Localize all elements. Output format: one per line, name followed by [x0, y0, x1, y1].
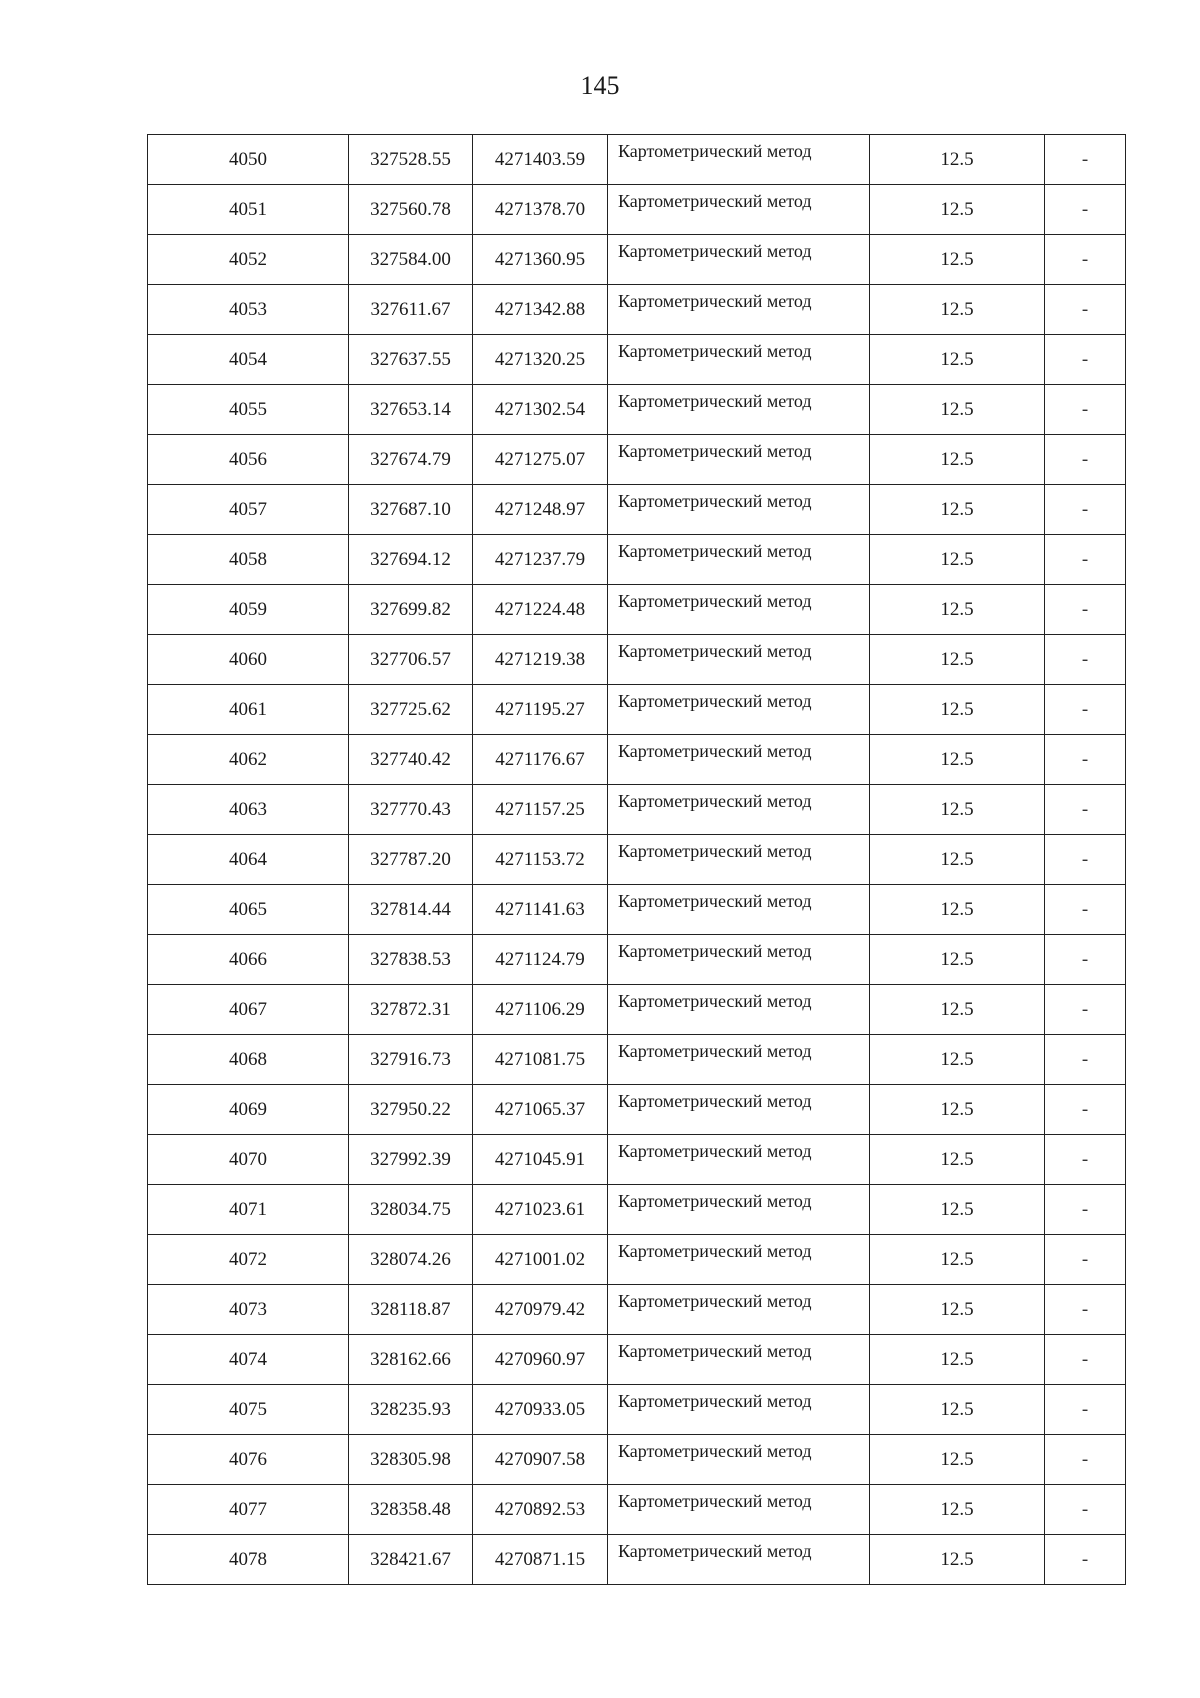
method-cell: Картометрический метод — [608, 1535, 870, 1585]
note-cell: - — [1045, 835, 1126, 885]
table-row — [148, 685, 1126, 735]
y-coordinate-cell: 4271065.37 — [473, 1085, 608, 1135]
note-cell: - — [1045, 985, 1126, 1035]
y-coordinate-cell: 4270933.05 — [473, 1385, 608, 1435]
y-coordinate-cell: 4271045.91 — [473, 1135, 608, 1185]
note-cell: - — [1045, 185, 1126, 235]
accuracy-cell: 12.5 — [870, 135, 1045, 185]
x-coordinate-cell: 328305.98 — [349, 1435, 473, 1485]
y-coordinate-cell: 4271023.61 — [473, 1185, 608, 1235]
method-cell: Картометрический метод — [608, 285, 870, 335]
y-coordinate-cell: 4271106.29 — [473, 985, 608, 1035]
method-cell: Картометрический метод — [608, 1435, 870, 1485]
note-cell: - — [1045, 1485, 1126, 1535]
y-coordinate-cell: 4271141.63 — [473, 885, 608, 935]
y-coordinate-cell: 4271157.25 — [473, 785, 608, 835]
method-cell: Картометрический метод — [608, 985, 870, 1035]
y-coordinate-cell: 4270907.58 — [473, 1435, 608, 1485]
note-cell: - — [1045, 335, 1126, 385]
note-cell: - — [1045, 1035, 1126, 1085]
point-number-cell: 4064 — [148, 835, 349, 885]
method-cell: Картометрический метод — [608, 835, 870, 885]
note-cell: - — [1045, 1535, 1126, 1585]
table-row — [148, 435, 1126, 485]
y-coordinate-cell: 4271224.48 — [473, 585, 608, 635]
note-cell: - — [1045, 435, 1126, 485]
point-number-cell: 4078 — [148, 1535, 349, 1585]
point-number-cell: 4063 — [148, 785, 349, 835]
y-coordinate-cell: 4270960.97 — [473, 1335, 608, 1385]
method-cell: Картометрический метод — [608, 585, 870, 635]
table-row — [148, 1285, 1126, 1335]
y-coordinate-cell: 4271124.79 — [473, 935, 608, 985]
note-cell: - — [1045, 735, 1126, 785]
accuracy-cell: 12.5 — [870, 485, 1045, 535]
point-number-cell: 4051 — [148, 185, 349, 235]
note-cell: - — [1045, 1185, 1126, 1235]
table-row — [148, 1335, 1126, 1385]
accuracy-cell: 12.5 — [870, 1085, 1045, 1135]
point-number-cell: 4050 — [148, 135, 349, 185]
method-cell: Картометрический метод — [608, 235, 870, 285]
method-cell: Картометрический метод — [608, 735, 870, 785]
point-number-cell: 4073 — [148, 1285, 349, 1335]
accuracy-cell: 12.5 — [870, 635, 1045, 685]
x-coordinate-cell: 328421.67 — [349, 1535, 473, 1585]
method-cell: Картометрический метод — [608, 485, 870, 535]
point-number-cell: 4074 — [148, 1335, 349, 1385]
point-number-cell: 4057 — [148, 485, 349, 535]
point-number-cell: 4067 — [148, 985, 349, 1035]
point-number-cell: 4076 — [148, 1435, 349, 1485]
note-cell: - — [1045, 785, 1126, 835]
y-coordinate-cell: 4271403.59 — [473, 135, 608, 185]
accuracy-cell: 12.5 — [870, 1335, 1045, 1385]
method-cell: Картометрический метод — [608, 1485, 870, 1535]
accuracy-cell: 12.5 — [870, 1285, 1045, 1335]
y-coordinate-cell: 4271302.54 — [473, 385, 608, 435]
point-number-cell: 4059 — [148, 585, 349, 635]
table-row — [148, 1435, 1126, 1485]
x-coordinate-cell: 327674.79 — [349, 435, 473, 485]
accuracy-cell: 12.5 — [870, 935, 1045, 985]
y-coordinate-cell: 4270892.53 — [473, 1485, 608, 1535]
table-row — [148, 1535, 1126, 1585]
note-cell: - — [1045, 585, 1126, 635]
method-cell: Картометрический метод — [608, 1135, 870, 1185]
accuracy-cell: 12.5 — [870, 585, 1045, 635]
table-row — [148, 985, 1126, 1035]
x-coordinate-cell: 327699.82 — [349, 585, 473, 635]
table-row — [148, 135, 1126, 185]
note-cell: - — [1045, 1385, 1126, 1435]
method-cell: Картометрический метод — [608, 1085, 870, 1135]
y-coordinate-cell: 4271153.72 — [473, 835, 608, 885]
method-cell: Картометрический метод — [608, 335, 870, 385]
accuracy-cell: 12.5 — [870, 685, 1045, 735]
point-number-cell: 4071 — [148, 1185, 349, 1235]
table-row — [148, 635, 1126, 685]
x-coordinate-cell: 327872.31 — [349, 985, 473, 1035]
x-coordinate-cell: 327725.62 — [349, 685, 473, 735]
accuracy-cell: 12.5 — [870, 285, 1045, 335]
method-cell: Картометрический метод — [608, 1385, 870, 1435]
accuracy-cell: 12.5 — [870, 1535, 1045, 1585]
page-number: 145 — [580, 71, 620, 100]
accuracy-cell: 12.5 — [870, 1385, 1045, 1435]
method-cell: Картометрический метод — [608, 935, 870, 985]
accuracy-cell: 12.5 — [870, 535, 1045, 585]
y-coordinate-cell: 4271219.38 — [473, 635, 608, 685]
table-row — [148, 735, 1126, 785]
point-number-cell: 4053 — [148, 285, 349, 335]
x-coordinate-cell: 327528.55 — [349, 135, 473, 185]
method-cell: Картометрический метод — [608, 385, 870, 435]
point-number-cell: 4068 — [148, 1035, 349, 1085]
coordinates-table — [147, 134, 1126, 1585]
table-row — [148, 1085, 1126, 1135]
note-cell: - — [1045, 1085, 1126, 1135]
x-coordinate-cell: 327687.10 — [349, 485, 473, 535]
point-number-cell: 4066 — [148, 935, 349, 985]
note-cell: - — [1045, 935, 1126, 985]
y-coordinate-cell: 4271320.25 — [473, 335, 608, 385]
table-row — [148, 185, 1126, 235]
table-row — [148, 235, 1126, 285]
y-coordinate-cell: 4270871.15 — [473, 1535, 608, 1585]
table-row — [148, 935, 1126, 985]
point-number-cell: 4069 — [148, 1085, 349, 1135]
accuracy-cell: 12.5 — [870, 185, 1045, 235]
x-coordinate-cell: 327740.42 — [349, 735, 473, 785]
accuracy-cell: 12.5 — [870, 885, 1045, 935]
table-row — [148, 335, 1126, 385]
table-row — [148, 385, 1126, 435]
note-cell: - — [1045, 1135, 1126, 1185]
method-cell: Картометрический метод — [608, 1285, 870, 1335]
y-coordinate-cell: 4271081.75 — [473, 1035, 608, 1085]
table-row — [148, 485, 1126, 535]
y-coordinate-cell: 4271176.67 — [473, 735, 608, 785]
note-cell: - — [1045, 535, 1126, 585]
accuracy-cell: 12.5 — [870, 435, 1045, 485]
point-number-cell: 4077 — [148, 1485, 349, 1535]
y-coordinate-cell: 4270979.42 — [473, 1285, 608, 1335]
table-row — [148, 1385, 1126, 1435]
note-cell: - — [1045, 235, 1126, 285]
x-coordinate-cell: 327814.44 — [349, 885, 473, 935]
table-row — [148, 535, 1126, 585]
method-cell: Картометрический метод — [608, 1185, 870, 1235]
table-row — [148, 585, 1126, 635]
note-cell: - — [1045, 885, 1126, 935]
accuracy-cell: 12.5 — [870, 785, 1045, 835]
table-row — [148, 1235, 1126, 1285]
point-number-cell: 4054 — [148, 335, 349, 385]
x-coordinate-cell: 327787.20 — [349, 835, 473, 885]
x-coordinate-cell: 328118.87 — [349, 1285, 473, 1335]
accuracy-cell: 12.5 — [870, 835, 1045, 885]
method-cell: Картометрический метод — [608, 1035, 870, 1085]
point-number-cell: 4070 — [148, 1135, 349, 1185]
point-number-cell: 4060 — [148, 635, 349, 685]
point-number-cell: 4072 — [148, 1235, 349, 1285]
accuracy-cell: 12.5 — [870, 335, 1045, 385]
accuracy-cell: 12.5 — [870, 1185, 1045, 1235]
method-cell: Картометрический метод — [608, 135, 870, 185]
accuracy-cell: 12.5 — [870, 1235, 1045, 1285]
y-coordinate-cell: 4271360.95 — [473, 235, 608, 285]
table-row — [148, 1485, 1126, 1535]
x-coordinate-cell: 327560.78 — [349, 185, 473, 235]
table-row — [148, 885, 1126, 935]
x-coordinate-cell: 327653.14 — [349, 385, 473, 435]
point-number-cell: 4055 — [148, 385, 349, 435]
method-cell: Картометрический метод — [608, 785, 870, 835]
x-coordinate-cell: 327584.00 — [349, 235, 473, 285]
x-coordinate-cell: 327706.57 — [349, 635, 473, 685]
x-coordinate-cell: 328074.26 — [349, 1235, 473, 1285]
point-number-cell: 4062 — [148, 735, 349, 785]
y-coordinate-cell: 4271378.70 — [473, 185, 608, 235]
note-cell: - — [1045, 1235, 1126, 1285]
point-number-cell: 4065 — [148, 885, 349, 935]
accuracy-cell: 12.5 — [870, 1485, 1045, 1535]
note-cell: - — [1045, 285, 1126, 335]
x-coordinate-cell: 327916.73 — [349, 1035, 473, 1085]
table-row — [148, 1035, 1126, 1085]
accuracy-cell: 12.5 — [870, 735, 1045, 785]
point-number-cell: 4061 — [148, 685, 349, 735]
point-number-cell: 4052 — [148, 235, 349, 285]
x-coordinate-cell: 327992.39 — [349, 1135, 473, 1185]
method-cell: Картометрический метод — [608, 535, 870, 585]
y-coordinate-cell: 4271001.02 — [473, 1235, 608, 1285]
point-number-cell: 4075 — [148, 1385, 349, 1435]
note-cell: - — [1045, 1285, 1126, 1335]
method-cell: Картометрический метод — [608, 1235, 870, 1285]
x-coordinate-cell: 328358.48 — [349, 1485, 473, 1535]
table-row — [148, 1185, 1126, 1235]
y-coordinate-cell: 4271248.97 — [473, 485, 608, 535]
y-coordinate-cell: 4271237.79 — [473, 535, 608, 585]
method-cell: Картометрический метод — [608, 1335, 870, 1385]
x-coordinate-cell: 328034.75 — [349, 1185, 473, 1235]
table-row — [148, 285, 1126, 335]
coordinates-table-body — [148, 135, 1126, 1585]
x-coordinate-cell: 327611.67 — [349, 285, 473, 335]
y-coordinate-cell: 4271275.07 — [473, 435, 608, 485]
note-cell: - — [1045, 635, 1126, 685]
accuracy-cell: 12.5 — [870, 1135, 1045, 1185]
x-coordinate-cell: 327770.43 — [349, 785, 473, 835]
accuracy-cell: 12.5 — [870, 1035, 1045, 1085]
method-cell: Картометрический метод — [608, 185, 870, 235]
note-cell: - — [1045, 485, 1126, 535]
note-cell: - — [1045, 1335, 1126, 1385]
accuracy-cell: 12.5 — [870, 1435, 1045, 1485]
note-cell: - — [1045, 135, 1126, 185]
point-number-cell: 4058 — [148, 535, 349, 585]
accuracy-cell: 12.5 — [870, 385, 1045, 435]
accuracy-cell: 12.5 — [870, 235, 1045, 285]
x-coordinate-cell: 327950.22 — [349, 1085, 473, 1135]
method-cell: Картометрический метод — [608, 435, 870, 485]
table-row — [148, 785, 1126, 835]
x-coordinate-cell: 328162.66 — [349, 1335, 473, 1385]
note-cell: - — [1045, 1435, 1126, 1485]
y-coordinate-cell: 4271342.88 — [473, 285, 608, 335]
x-coordinate-cell: 327694.12 — [349, 535, 473, 585]
table-row — [148, 1135, 1126, 1185]
point-number-cell: 4056 — [148, 435, 349, 485]
note-cell: - — [1045, 685, 1126, 735]
method-cell: Картометрический метод — [608, 685, 870, 735]
x-coordinate-cell: 328235.93 — [349, 1385, 473, 1435]
y-coordinate-cell: 4271195.27 — [473, 685, 608, 735]
x-coordinate-cell: 327637.55 — [349, 335, 473, 385]
table-row — [148, 835, 1126, 885]
method-cell: Картометрический метод — [608, 635, 870, 685]
note-cell: - — [1045, 385, 1126, 435]
method-cell: Картометрический метод — [608, 885, 870, 935]
x-coordinate-cell: 327838.53 — [349, 935, 473, 985]
accuracy-cell: 12.5 — [870, 985, 1045, 1035]
